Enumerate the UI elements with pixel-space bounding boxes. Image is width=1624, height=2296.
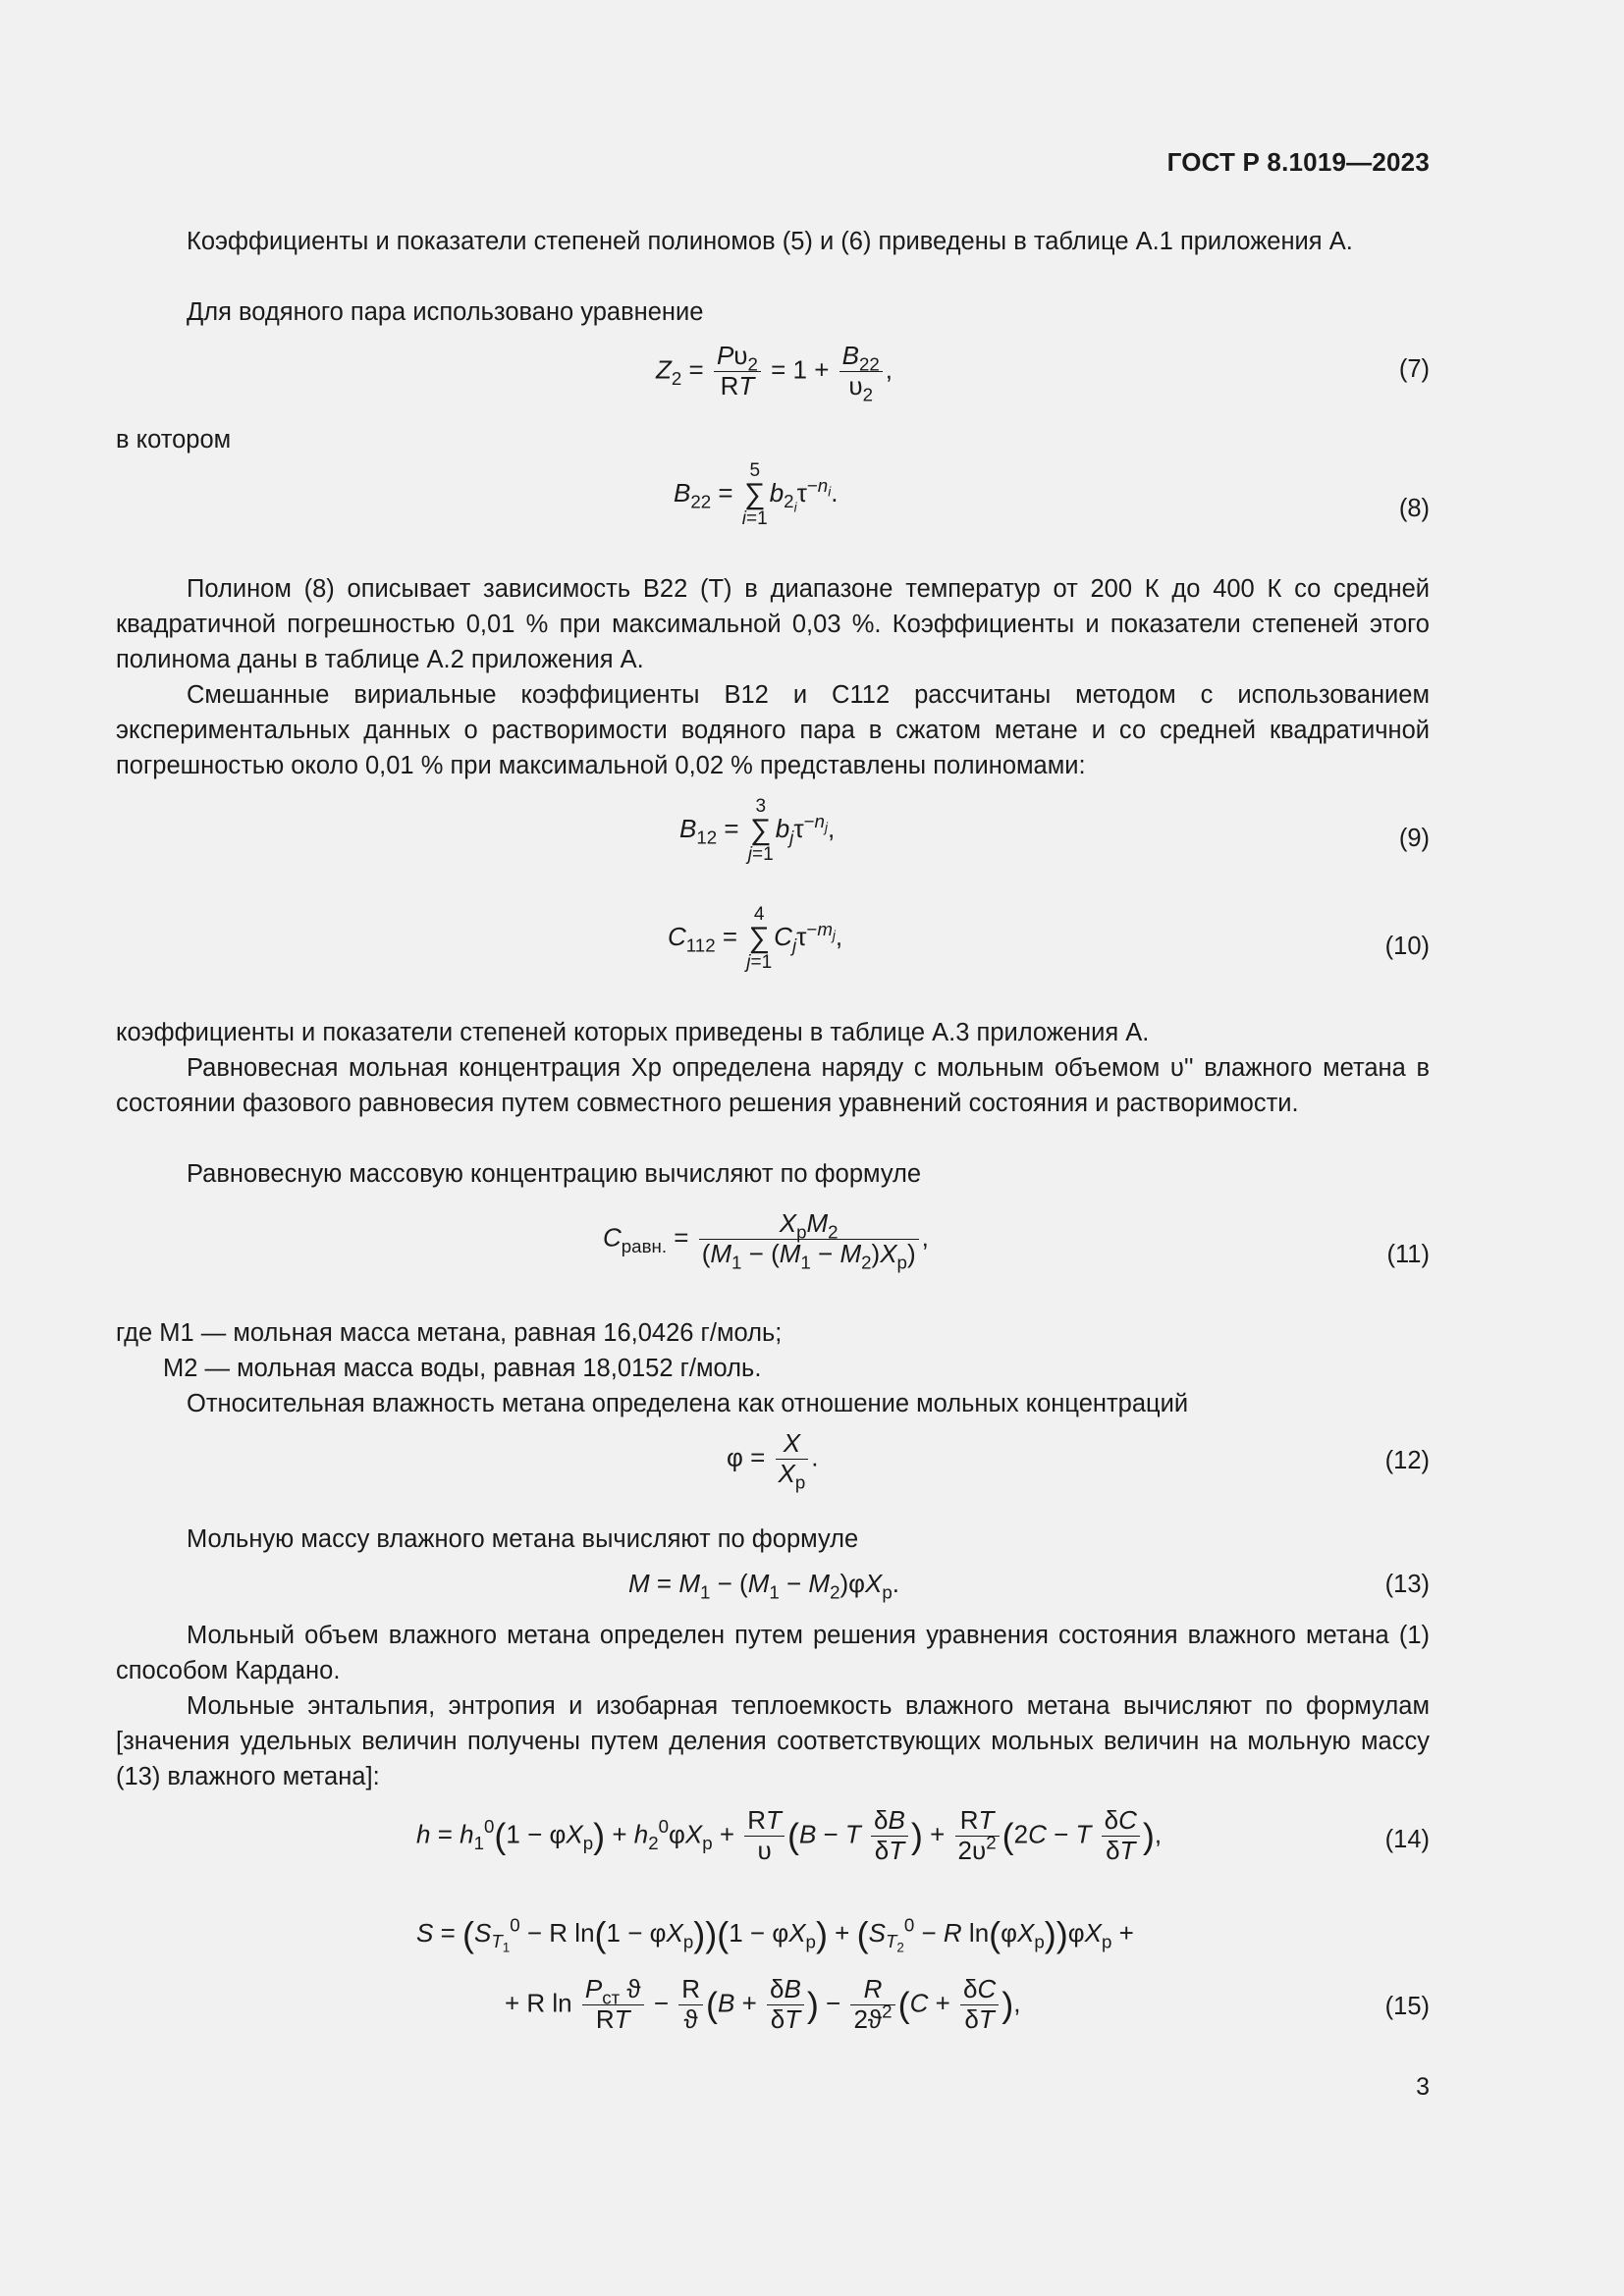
paragraph-molar-mass: Мольную массу влажного метана вычисляют по формуле xyxy=(187,1525,859,1553)
equation-number-15: (15) xyxy=(1384,1993,1430,2020)
document-header: ГОСТ Р 8.1019—2023 xyxy=(1166,147,1430,177)
formula-14: $h = h_1^0(1 - \varphi X_p) + h_2^0\varphi X_p$ + $\frac{RT}{\upsilon}$ (B − T $\frac{\delta B}{\delta T}$ ) + $\frac{RT}{2\upsilon^2}$ (2C − T $\frac{\delta C}{\delta T}$ ), xyxy=(416,1805,1163,1865)
equation-number-12: (12) xyxy=(1384,1447,1430,1474)
equation-number-14: (14) xyxy=(1384,1826,1430,1853)
paragraph-mass-concentration: Равновесную массовую концентрацию вычисляют по формуле xyxy=(187,1160,922,1188)
formula-10: $C_{112}$ = 4 ∑ j=1 $C_j\tau^{-m_j}$, xyxy=(668,904,843,973)
equation-number-7: (7) xyxy=(1398,355,1430,383)
equation-number-9: (9) xyxy=(1398,825,1430,852)
paragraph-equilibrium-concentration: Равновесная мольная концентрация Xp определена наряду с мольным объемом υ'' влажного метана в состоянии фазового равновесия путем совместного решения уравнений состояния и растворимости. xyxy=(116,1054,1430,1117)
paragraph-molar-volume: Мольный объем влажного метана определен путем решения уравнения состояния влажного метана (1) способом Кардано. xyxy=(116,1622,1430,1684)
formula-11: $C_{равн.}$ = $\frac{X_pM_2}{(M_1 - (M_1 - M_2)X_p)}$ , xyxy=(603,1208,929,1273)
equation-number-11: (11) xyxy=(1386,1241,1430,1268)
page-number: 3 xyxy=(1416,2073,1430,2101)
equation-number-10: (10) xyxy=(1384,933,1430,960)
formula-13: $M = M_1 - (M_1 - M_2)\varphi X_p$. xyxy=(628,1569,899,1603)
paragraph-relative-humidity: Относительная влажность метана определена как отношение мольных концентраций xyxy=(187,1390,1189,1417)
paragraph-enthalpy-entropy: Мольные энтальпия, энтропия и изобарная теплоемкость влажного метана вычисляют по формулам [значения удельных величин получены путем деления соответствующих мольных величин на мольную массу (13) влажного метана]: xyxy=(116,1692,1430,1790)
where-methane-molar-mass: где M1 — мольная масса метана, равная 16,0426 г/моль; xyxy=(116,1319,783,1347)
formula-15-line-1: $S = (S_{T_1}^0 - R$ $\ln(1 - \varphi X_p))(1 - \varphi X_p) + (S_{T_2}^0 - R$ $\ln(\varphi X_p))\varphi X_p$ + xyxy=(416,1914,1134,1956)
paragraph-coefficients: Коэффициенты и показатели степеней полиномов (5) и (6) приведены в таблице А.1 приложения А. xyxy=(187,228,1353,255)
equation-number-8: (8) xyxy=(1398,495,1430,522)
formula-15-line-2: + R ln $\frac{P_{ст} ϑ}{RT}$ − $\frac{R}{ϑ}$ (B + $\frac{\delta B}{\delta T}$ ) − $\frac{R}{2ϑ^2}$ (C + $\frac{\delta C}{\delta T}$ ), xyxy=(505,1974,1021,2034)
formula-7: $Z_2$ = $\frac{P\upsilon_2}{RT}$ = 1 + $\frac{B_{22}}{\upsilon_2}$ , xyxy=(656,341,893,405)
formula-9: $B_{12}$ = 3 ∑ j=1 $b_j\tau^{-n_j}$, xyxy=(679,796,836,865)
equation-number-13: (13) xyxy=(1384,1571,1430,1598)
paragraph-water-vapor: Для водяного пара использовано уравнение xyxy=(187,298,704,326)
formula-8: $B_{22}$ = 5 ∑ i=1 $b_{2_i}\tau^{-n_i}$. xyxy=(674,460,839,529)
formula-12: φ = $\frac{X}{X_p}$ . xyxy=(727,1428,819,1493)
text-in-which: в котором xyxy=(116,426,232,454)
paragraph-table-a3: коэффициенты и показатели степеней которых приведены в таблице А.3 приложения А. xyxy=(116,1019,1150,1046)
paragraph-polynomial-8: Полином (8) описывает зависимость B22 (T) в диапазоне температур от 200 К до 400 К со средней квадратичной погрешностью 0,01 % при максимальной 0,03 %. Коэффициенты и показатели степеней этого полинома даны в таблице А.2 приложения А. xyxy=(116,575,1430,673)
paragraph-mixed-virial: Смешанные вириальные коэффициенты B12 и C112 рассчитаны методом с использованием экспериментальных данных о растворимости водяного пара в сжатом метане и со средней квадратичной погрешностью около 0,01 % при максимальной 0,02 % представлены полиномами: xyxy=(116,681,1430,779)
where-water-molar-mass: M2 — мольная масса воды, равная 18,0152 г/моль. xyxy=(163,1355,762,1382)
